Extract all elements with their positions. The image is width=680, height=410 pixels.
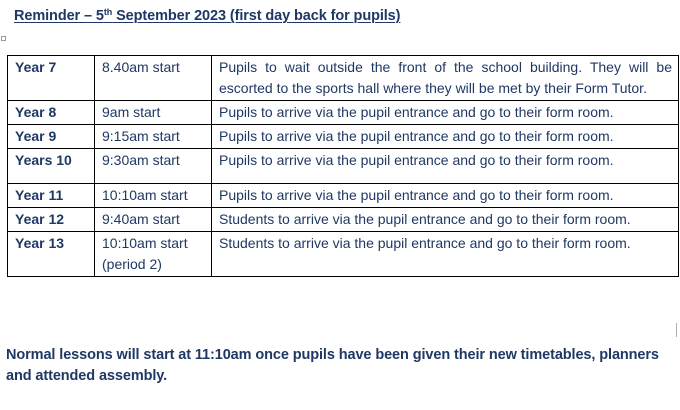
year-cell: Year 13 <box>8 232 95 277</box>
year-cell: Year 12 <box>8 208 95 232</box>
arrival-details-cell: Students to arrive via the pupil entrance and go to their form room. <box>212 208 679 232</box>
title-suffix: September 2023 (first day back for pupils) <box>112 8 401 24</box>
start-time-cell: 9:40am start <box>95 208 212 232</box>
year-cell: Year 8 <box>8 101 95 125</box>
table-resize-handle[interactable] <box>676 323 680 337</box>
arrival-details-cell: Students to arrive via the pupil entrance and go to their form room. <box>212 232 679 277</box>
lessons-note: Normal lessons will start at 11:10am once pupils have been given their new timetables, planners and attended assembly. <box>6 347 659 384</box>
arrival-details-cell: Pupils to arrive via the pupil entrance and go to their form room. <box>212 184 679 208</box>
year-cell: Years 10 <box>8 149 95 184</box>
arrival-details-cell: Pupils to arrive via the pupil entrance and go to their form room. <box>212 125 679 149</box>
year-cell: Year 9 <box>8 125 95 149</box>
year-cell: Year 7 <box>8 56 95 101</box>
table-row <box>8 56 679 101</box>
table-row <box>8 184 679 208</box>
table-move-handle-icon[interactable] <box>1 36 6 41</box>
start-time-cell: 10:10am start <box>95 184 212 208</box>
start-time-cell: 10:10am start (period 2) <box>95 232 212 277</box>
start-time-cell: 8.40am start <box>95 56 212 101</box>
arrival-details-cell: Pupils to arrive via the pupil entrance and go to their form room. <box>212 149 679 184</box>
title-prefix: Reminder – 5 <box>14 8 104 24</box>
title-superscript: th <box>103 7 113 17</box>
arrival-details-cell: Pupils to wait outside the front of the school building. They will be escorted to the sports hall where they will be met by their Form Tutor. <box>212 56 679 101</box>
year-cell: Year 11 <box>8 184 95 208</box>
start-time-cell: 9:15am start <box>95 125 212 149</box>
start-time-cell: 9am start <box>95 101 212 125</box>
table-row <box>8 101 679 125</box>
arrival-details-cell: Pupils to arrive via the pupil entrance and go to their form room. <box>212 101 679 125</box>
start-time-cell: 9:30am start <box>95 149 212 184</box>
table-row <box>8 232 679 277</box>
start-times-table <box>7 55 679 277</box>
page-title <box>14 8 400 24</box>
table-row <box>8 125 679 149</box>
table-row <box>8 149 679 184</box>
table-row <box>8 208 679 232</box>
